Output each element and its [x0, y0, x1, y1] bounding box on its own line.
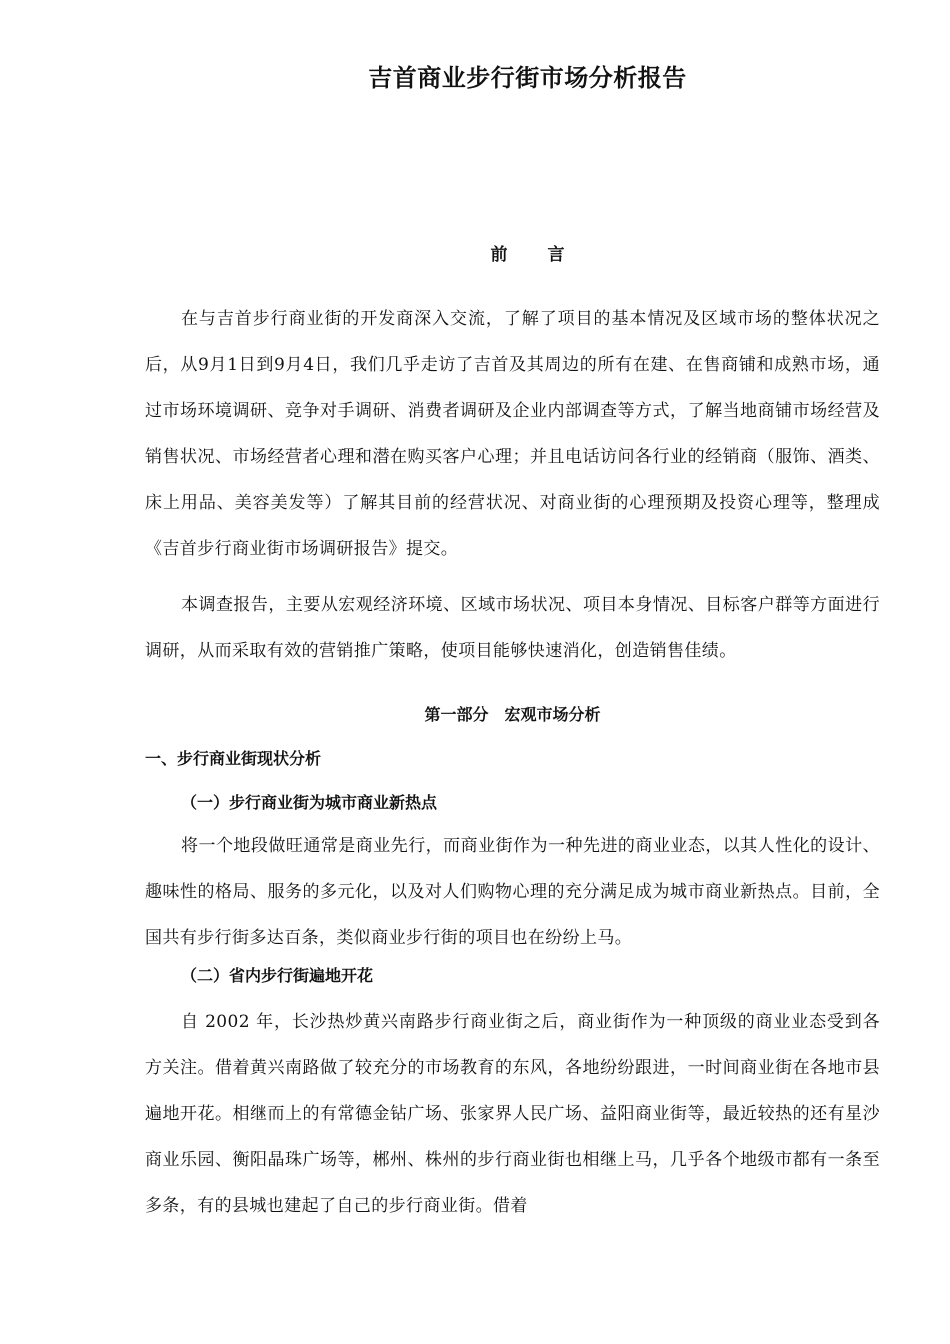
subsection-two-heading: （二）省内步行街遍地开花: [181, 966, 374, 985]
part-one-heading: 第一部分 宏观市场分析: [424, 705, 601, 724]
subsection-one-paragraph: 将一个地段做旺通常是商业先行，而商业街作为一种先进的商业业态，以其人性化的设计、趣味性的格局、服务的多元化，以及对人们购物心理的充分满足成为城市商业新热点。目前，全国共有步行街多达百条，类似商业步行街的项目也在纷纷上马。: [145, 836, 880, 948]
preface-paragraph-2: 本调查报告，主要从宏观经济环境、区域市场状况、项目本身情况、目标客户群等方面进行调研，从而采取有效的营销推广策略，使项目能够快速消化，创造销售佳绩。: [145, 595, 880, 661]
section-one-heading: 一、步行商业街现状分析: [145, 749, 322, 768]
preface-paragraph-1: 在与吉首步行商业街的开发商深入交流，了解了项目的基本情况及区域市场的整体状况之后，从9月1日到9月4日，我们几乎走访了吉首及其周边的所有在建、在售商铺和成熟市场，通过市场环境调研、竞争对手调研、消费者调研及企业内部调查等方式，了解当地商铺市场经营及销售状况、市场经营者心理和潜在购买客户心理；并且电话访问各行业的经销商（服饰、酒类、床上用品、美容美发等）了解其目前的经营状况、对商业街的心理预期及投资心理等，整理成《吉首步行商业街市场调研报告》提交。: [145, 309, 880, 559]
document-title: 吉首商业步行街市场分析报告: [368, 64, 687, 92]
subsection-two-paragraph: 自 2002 年，长沙热炒黄兴南路步行商业街之后，商业街作为一种顶级的商业业态受到各方关注。借着黄兴南路做了较充分的市场教育的东风，各地纷纷跟进，一时间商业街在各地市县遍地开花。相继而上的有常德金钻广场、张家界人民广场、益阳商业街等，最近较热的还有星沙商业乐园、衡阳晶珠广场等，郴州、株州的步行商业街也相继上马，几乎各个地级市都有一条至多条，有的县城也建起了自己的步行商业街。借着: [145, 1012, 880, 1216]
preface-heading: 前言: [490, 245, 605, 265]
subsection-one-heading: （一）步行商业街为城市商业新热点: [181, 793, 438, 812]
